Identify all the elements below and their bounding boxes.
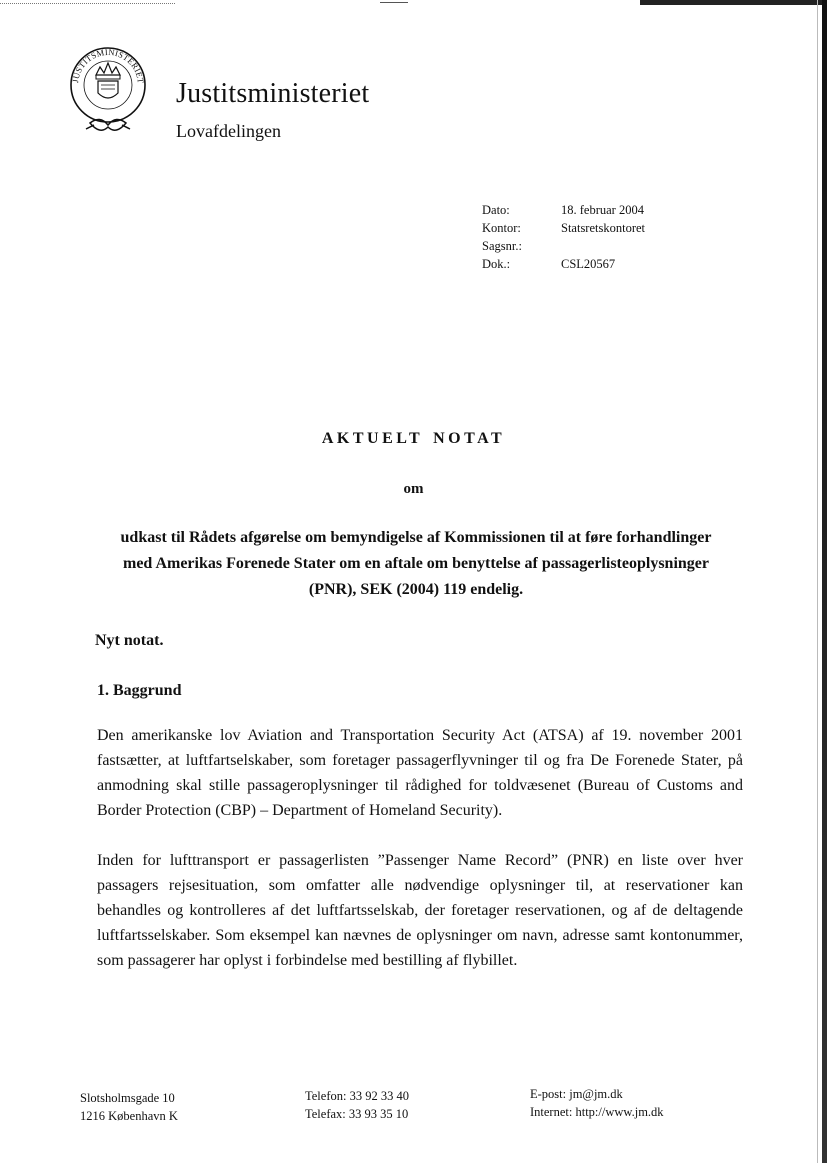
fax-number: Telefax: 33 93 35 10: [305, 1107, 409, 1121]
ministry-seal-logo: [68, 45, 148, 140]
subject-line: udkast til Rådets afgørelse om bemyndigelse af Kommissionen til at føre forhandlinger: [120, 529, 712, 546]
ministry-name: Justitsministeriet: [176, 78, 370, 109]
meta-label: Dato:: [482, 203, 510, 217]
meta-label: Sagsnr.:: [482, 239, 522, 253]
meta-row-date: [482, 201, 682, 219]
note-status: Nyt notat.: [95, 632, 164, 649]
address-city: 1216 København K: [80, 1109, 178, 1123]
document-title: [0, 430, 827, 448]
meta-label: Dok.:: [482, 257, 511, 271]
title-word-2: NOTAT: [433, 430, 506, 447]
phone-number: Telefon: 33 92 33 40: [305, 1089, 409, 1103]
footer-address: [80, 1089, 178, 1125]
footer-contact: [530, 1085, 664, 1121]
meta-value: Statsretskontoret: [561, 221, 646, 235]
subject-line: med Amerikas Forenede Stater om en aftale om benyttelse af passagerlisteoplysninger: [123, 555, 709, 572]
section-heading: 1. Baggrund: [97, 682, 182, 699]
scan-artifact-right-line: [817, 0, 818, 1163]
scan-artifact-top-left: [0, 3, 175, 5]
department-name: Lovafdelingen: [176, 121, 281, 141]
scan-artifact-top-right: [640, 0, 827, 5]
email-address: E-post: jm@jm.dk: [530, 1087, 623, 1101]
address-street: Slotsholmsgade 10: [80, 1091, 175, 1105]
title-word-1: AKTUELT: [321, 430, 424, 447]
scan-artifact-top-mid: [380, 2, 408, 3]
meta-row-case-number: [482, 237, 682, 255]
svg-text:JUSTITSMINISTERIET: JUSTITSMINISTERIET: [70, 46, 147, 85]
meta-value: CSL20567: [561, 257, 616, 271]
document-subject: [100, 525, 732, 603]
website-url: Internet: http://www.jm.dk: [530, 1105, 664, 1119]
subject-line: (PNR), SEK (2004) 119 endelig.: [308, 581, 524, 598]
title-connector: om: [403, 481, 424, 497]
meta-row-document: [482, 255, 682, 273]
meta-row-office: [482, 219, 682, 237]
meta-value: 18. februar 2004: [561, 203, 644, 217]
document-meta: [482, 201, 682, 273]
body-paragraph: Inden for lufttransport er passagerlisten ”Passenger Name Record” (PNR) en liste over hver passagers rejsesituation, som omfatter alle nødvendige oplysninger til, at reservationer kan behandles og kontrolleres af det luftfartsselskab, der foretager reservationen, og af de deltagende luftfartsselskaber. Som eksempel kan nævnes de oplysninger om navn, adresse samt kontonummer, som passagerer har oplyst i forbindelse med bestilling af flybillet.: [97, 852, 743, 969]
scan-artifact-right-edge: [822, 0, 827, 1163]
footer-phone: [305, 1087, 409, 1123]
body-paragraph: Den amerikanske lov Aviation and Transportation Security Act (ATSA) af 19. november 2001 fastsætter, at luftfartselskaber, som foretager passagerflyvninger til og fra De Forenede Stater, på anmodning skal stille passageroplysninger til rådighed for toldvæsenet (Bureau of Customs and Border Protection (CBP) – Department of Homeland Security).: [97, 727, 743, 819]
meta-label: Kontor:: [482, 221, 521, 235]
